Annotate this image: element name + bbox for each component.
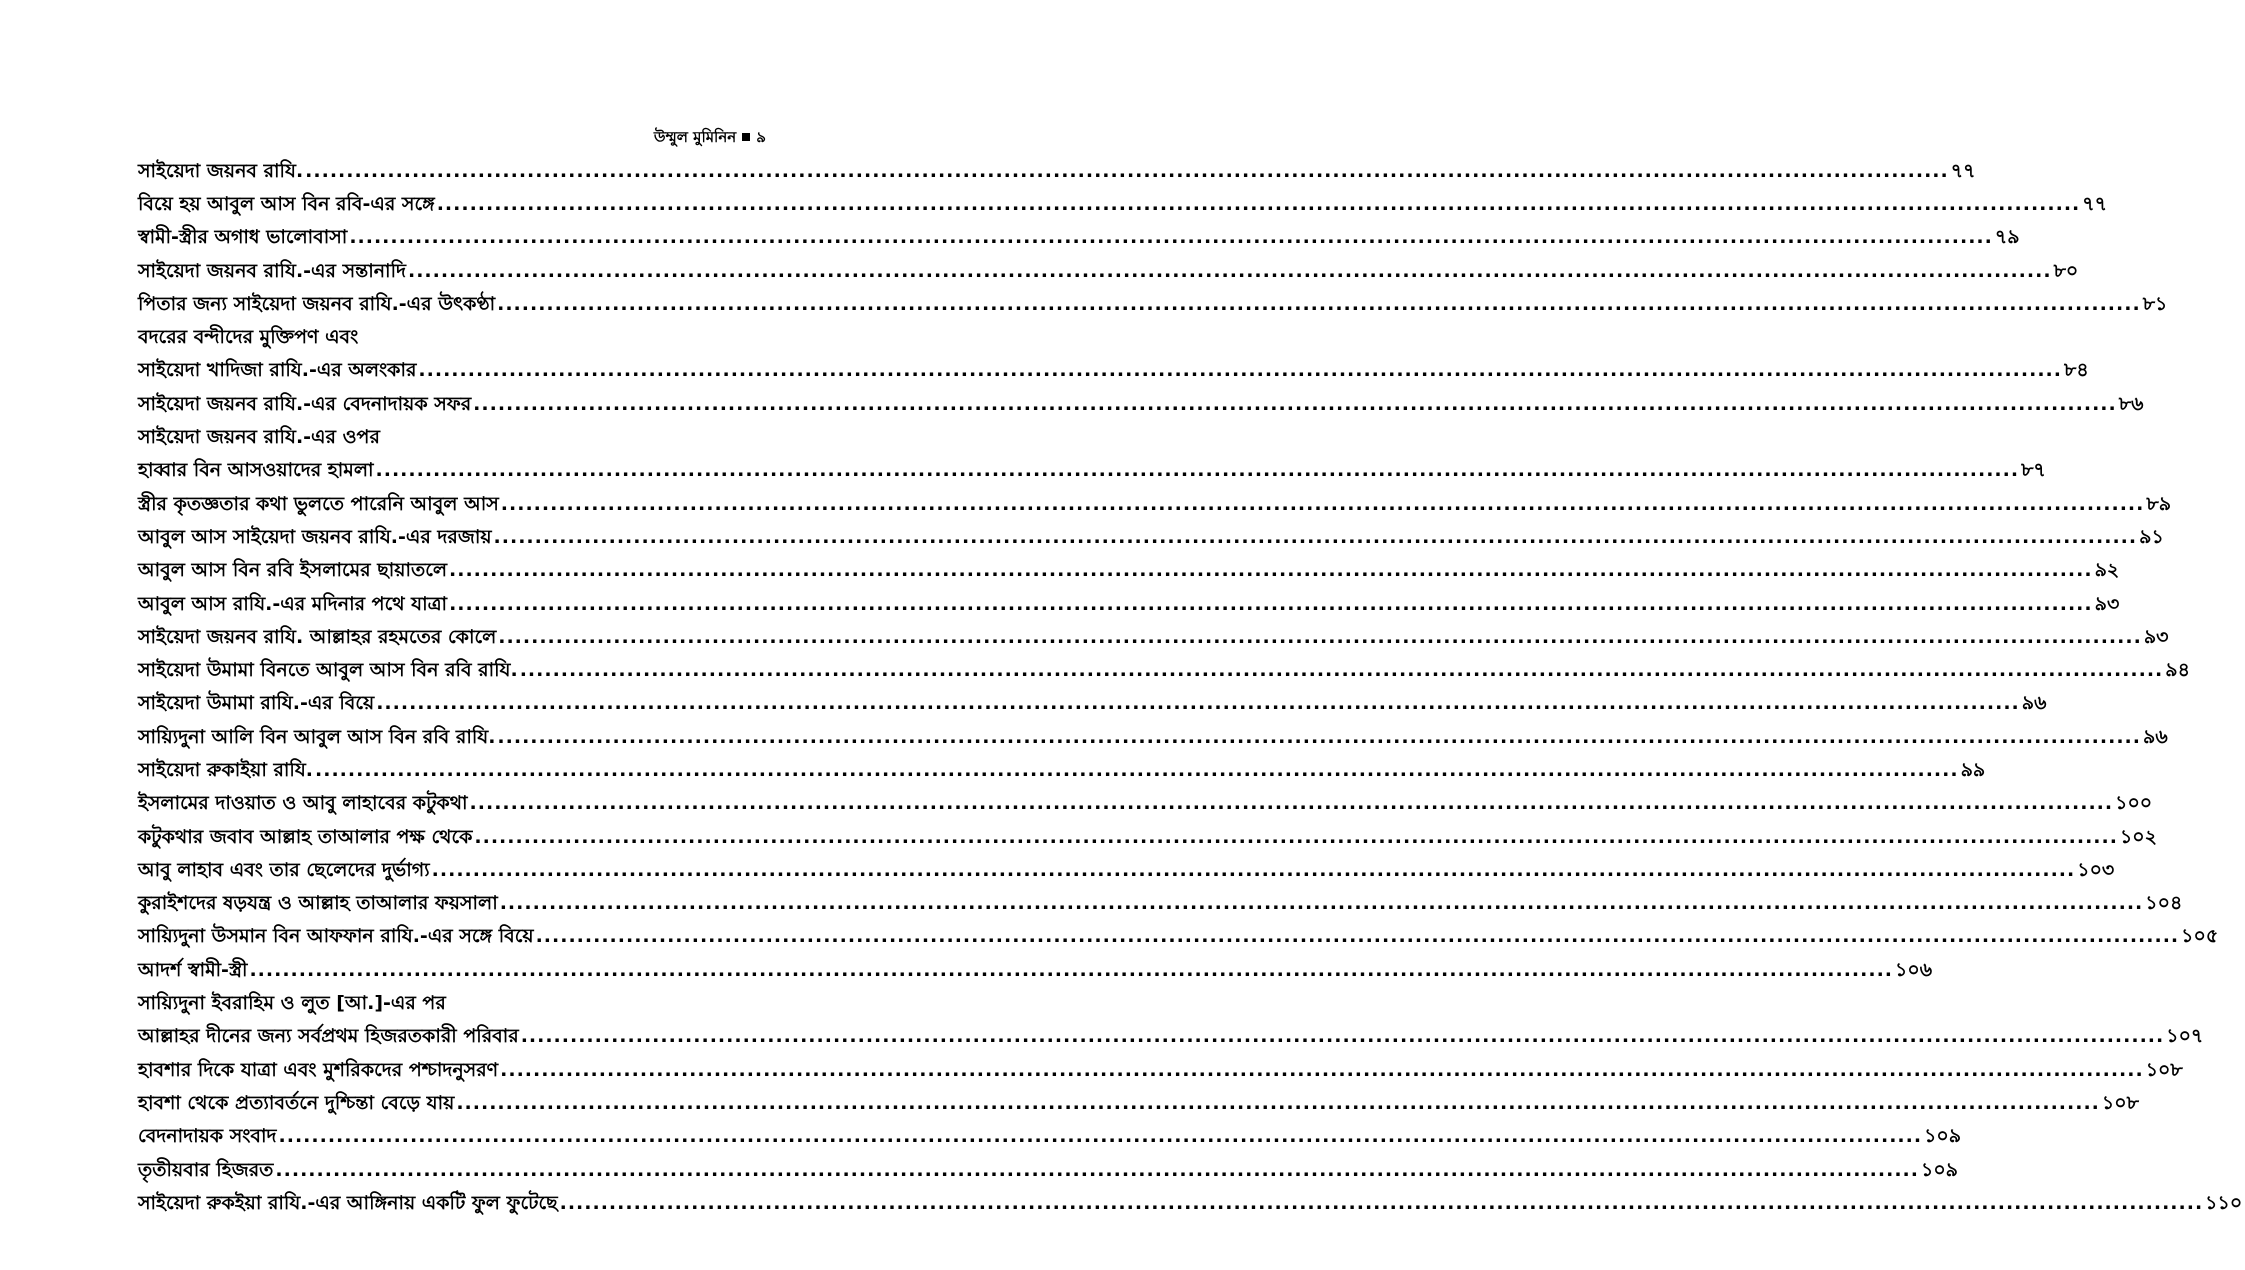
toc-entry-title: কটুকথার জবাব আল্লাহ তাআলার পক্ষ থেকে xyxy=(138,825,473,848)
toc-entry xyxy=(138,687,2047,720)
toc-entry-title: সাইয়েদা রুকইয়া রাযি.-এর আঙ্গিনায় একটি ফুল ফুটেছে xyxy=(138,1191,558,1214)
toc-entry-title: স্বামী-স্ত্রীর অগাধ ভালোবাসা xyxy=(138,226,348,249)
toc-entry xyxy=(138,653,2190,686)
toc-entry-title: ইসলামের দাওয়াত ও আবু লাহাবের কটুকথা xyxy=(138,792,468,815)
toc-entry-title: সাইয়েদা উমামা রাযি.-এর বিয়ে xyxy=(138,692,375,715)
toc-entry xyxy=(138,254,2079,287)
toc-dot-leader: ........................................................................................................................................................................................................ xyxy=(559,1191,2204,1214)
square-bullet-icon xyxy=(742,133,750,141)
toc-dot-leader: ........................................................................................................................................................................................................ xyxy=(249,958,1894,981)
toc-entry xyxy=(138,986,732,1019)
table-of-contents xyxy=(138,154,2243,1220)
toc-dot-leader: ........................................................................................................................................................................................................ xyxy=(456,1091,2100,1114)
toc-entry-page: ১০০ xyxy=(2115,792,2153,815)
toc-dot-leader: ........................................................................................................................................................................................................ xyxy=(498,625,2142,648)
toc-dot-leader: ........................................................................................................................................................................................................ xyxy=(418,359,2062,382)
toc-dot-leader: ........................................................................................................................................................................................................ xyxy=(535,925,2180,948)
toc-entry xyxy=(138,520,2164,553)
toc-entry-title: হাবশার দিকে যাত্রা এবং মুশরিকদের পশ্চাদনুসরণ xyxy=(138,1058,499,1081)
toc-entry-title: সায়্যিদুনা ইবরাহিম ও লুত [আ.]-এর পর xyxy=(138,992,446,1015)
toc-entry xyxy=(138,1053,2183,1086)
toc-dot-leader: ........................................................................................................................................................................................................ xyxy=(520,1025,2165,1048)
toc-entry-title: সাইয়েদা জয়নব রাযি.-এর বেদনাদায়ক সফর xyxy=(138,392,472,415)
toc-entry-title: আল্লাহর দীনের জন্য সর্বপ্রথম হিজরতকারী পরিবার xyxy=(138,1025,519,1048)
toc-entry-page: ৯৬ xyxy=(2142,725,2168,748)
toc-entry-title: কুরাইশদের ষড়যন্ত্র ও আল্লাহ তাআলার ফয়সালা xyxy=(138,892,498,915)
toc-entry-title: তৃতীয়বার হিজরত xyxy=(138,1158,274,1181)
toc-dot-leader: ........................................................................................................................................................................................................ xyxy=(436,192,2081,215)
toc-dot-leader: ........................................................................................................................................................................................................ xyxy=(278,1125,1923,1148)
toc-entry-page: ৮৪ xyxy=(2063,359,2089,382)
toc-dot-leader: ........................................................................................................................................................................................................ xyxy=(431,858,2076,881)
toc-dot-leader: ........................................................................................................................................................................................................ xyxy=(469,792,2114,815)
toc-entry-title: বদরের বন্দীদের মুক্তিপণ এবং xyxy=(138,326,359,349)
toc-entry-page: ১০৯ xyxy=(1920,1158,1958,1181)
toc-entry xyxy=(138,1020,2204,1053)
toc-dot-leader: ........................................................................................................................................................................................................ xyxy=(315,758,1959,781)
toc-dot-leader: ........................................................................................................................................................................................................ xyxy=(497,292,2141,315)
toc-entry xyxy=(138,853,2115,886)
toc-entry xyxy=(138,753,1986,786)
toc-dot-leader: ........................................................................................................................................................................................................ xyxy=(474,825,2118,848)
toc-entry-page: ১০৬ xyxy=(1895,958,1933,981)
toc-entry xyxy=(138,787,2153,820)
toc-entry-page: ১১০ xyxy=(2205,1191,2243,1214)
toc-entry-page: ১০৩ xyxy=(2077,858,2115,881)
toc-entry-title: সায়্যিদুনা আলি বিন আবুল আস বিন রবি রাযি. xyxy=(138,725,496,748)
toc-dot-leader: ........................................................................................................................................................................................................ xyxy=(349,226,1993,249)
toc-entry xyxy=(138,1186,2243,1219)
toc-entry-title: সাইয়েদা উমামা বিনতে আবুল আস বিন রবি রাযি. xyxy=(138,659,518,682)
toc-entry xyxy=(138,1086,2139,1119)
toc-entry-title: সাইয়েদা জয়নব রাযি. xyxy=(138,159,304,182)
toc-entry-page: ৭৭ xyxy=(1950,159,1976,182)
toc-entry-title: পিতার জন্য সাইয়েদা জয়নব রাযি.-এর উৎকণ্ঠা xyxy=(138,292,496,315)
toc-entry xyxy=(138,887,2183,920)
toc-entry-title: সাইয়েদা জয়নব রাযি. আল্লাহর রহমতের কোলে xyxy=(138,625,497,648)
toc-dot-leader: ........................................................................................................................................................................................................ xyxy=(305,159,1949,182)
toc-entry-page: ৯৯ xyxy=(1960,758,1986,781)
toc-entry xyxy=(138,287,2168,320)
toc-entry-page: ১০২ xyxy=(2119,825,2157,848)
toc-entry xyxy=(138,221,2020,254)
toc-entry-page: ৯৬ xyxy=(2021,692,2047,715)
toc-entry-page: ১০৯ xyxy=(1924,1125,1962,1148)
toc-entry-title: আবুল আস বিন রবি ইসলামের ছায়াতলে xyxy=(138,559,448,582)
toc-entry xyxy=(138,387,2144,420)
toc-entry-page: ১০৮ xyxy=(2145,1058,2183,1081)
toc-dot-leader: ........................................................................................................................................................................................................ xyxy=(493,525,2138,548)
toc-dot-leader: ........................................................................................................................................................................................................ xyxy=(408,259,2052,282)
page-number: ৯ xyxy=(756,128,766,146)
toc-entry-title: সাইয়েদা জয়নব রাযি.-এর সন্তানাদি xyxy=(138,259,406,282)
toc-entry-title: সাইয়েদা খাদিজা রাযি.-এর অলংকার xyxy=(138,359,417,382)
toc-entry-title: সাইয়েদা রুকাইয়া রাযি. xyxy=(138,758,314,781)
toc-dot-leader: ........................................................................................................................................................................................................ xyxy=(500,1058,2144,1081)
toc-entry-page: ১০৭ xyxy=(2166,1025,2204,1048)
toc-entry xyxy=(138,454,2046,487)
toc-entry xyxy=(138,354,2089,387)
toc-dot-leader: ........................................................................................................................................................................................................ xyxy=(449,592,2093,615)
toc-entry-title: স্ত্রীর কৃতজ্ঞতার কথা ভুলতে পারেনি আবুল আস xyxy=(138,492,499,515)
toc-entry-page: ৮৯ xyxy=(2146,492,2172,515)
running-head-title: উম্মুল মুমিনিন xyxy=(653,128,737,146)
toc-entry-title: হাবশা থেকে প্রত্যাবর্তনে দুশ্চিন্তা বেড়ে যায় xyxy=(138,1091,455,1114)
toc-dot-leader: ........................................................................................................................................................................................................ xyxy=(449,559,2093,582)
toc-entry-page: ৯৩ xyxy=(2143,625,2169,648)
toc-dot-leader: ........................................................................................................................................................................................................ xyxy=(499,892,2144,915)
toc-dot-leader: ........................................................................................................................................................................................................ xyxy=(376,692,2020,715)
toc-entry xyxy=(138,953,1933,986)
toc-entry-title: হাব্বার বিন আসওয়াদের হামলা xyxy=(138,459,374,482)
toc-dot-leader: ........................................................................................................................................................................................................ xyxy=(500,492,2145,515)
toc-entry-page: ৭৯ xyxy=(1994,226,2020,249)
toc-entry xyxy=(138,187,2107,220)
toc-entry-page: ৯১ xyxy=(2139,525,2164,548)
toc-entry-page: ১০৪ xyxy=(2145,892,2183,915)
toc-dot-leader: ........................................................................................................................................................................................................ xyxy=(519,659,2164,682)
toc-entry-page: ৮১ xyxy=(2142,292,2168,315)
toc-entry-title: আদর্শ স্বামী-স্ত্রী xyxy=(138,958,248,981)
toc-entry xyxy=(138,554,2120,587)
toc-entry-page: ৮০ xyxy=(2053,259,2079,282)
toc-dot-leader: ........................................................................................................................................................................................................ xyxy=(497,725,2141,748)
toc-entry-page: ৯৪ xyxy=(2165,659,2190,682)
toc-entry xyxy=(138,1153,1958,1186)
toc-entry xyxy=(138,1120,1962,1153)
running-head xyxy=(654,127,766,147)
toc-entry xyxy=(138,720,2168,753)
toc-entry xyxy=(138,920,2219,953)
toc-entry-title: সায়্যিদুনা উসমান বিন আফফান রাযি.-এর সঙ্গে বিয়ে xyxy=(138,925,534,948)
toc-entry-title: সাইয়েদা জয়নব রাযি.-এর ওপর xyxy=(138,426,380,449)
toc-entry-title: আবুল আস সাইয়েদা জয়নব রাযি.-এর দরজায় xyxy=(138,525,492,548)
toc-entry xyxy=(138,487,2172,520)
toc-dot-leader: ........................................................................................................................................................................................................ xyxy=(473,392,2117,415)
toc-entry-page: ১০৮ xyxy=(2101,1091,2139,1114)
toc-entry-page: ৮৭ xyxy=(2021,459,2046,482)
toc-entry-title: বেদনাদায়ক সংবাদ xyxy=(138,1125,277,1148)
toc-entry-title: আবুল আস রাযি.-এর মদিনার পথে যাত্রা xyxy=(138,592,448,615)
toc-dot-leader: ........................................................................................................................................................................................................ xyxy=(275,1158,1919,1181)
toc-entry-page: ১০৫ xyxy=(2181,925,2219,948)
toc-entry xyxy=(138,820,2157,853)
toc-entry xyxy=(138,620,2169,653)
toc-entry-page: ৯৩ xyxy=(2094,592,2120,615)
toc-entry xyxy=(138,320,732,353)
toc-entry-page: ৭৭ xyxy=(2082,192,2107,215)
toc-dot-leader: ........................................................................................................................................................................................................ xyxy=(375,459,2020,482)
toc-entry xyxy=(138,587,2120,620)
toc-entry-page: ৯২ xyxy=(2094,559,2120,582)
toc-entry-title: আবু লাহাব এবং তার ছেলেদের দুর্ভাগ্য xyxy=(138,858,430,881)
toc-entry xyxy=(138,154,1976,187)
toc-entry xyxy=(138,420,732,453)
toc-entry-page: ৮৬ xyxy=(2118,392,2144,415)
toc-entry-title: বিয়ে হয় আবুল আস বিন রবি-এর সঙ্গে xyxy=(138,192,435,215)
